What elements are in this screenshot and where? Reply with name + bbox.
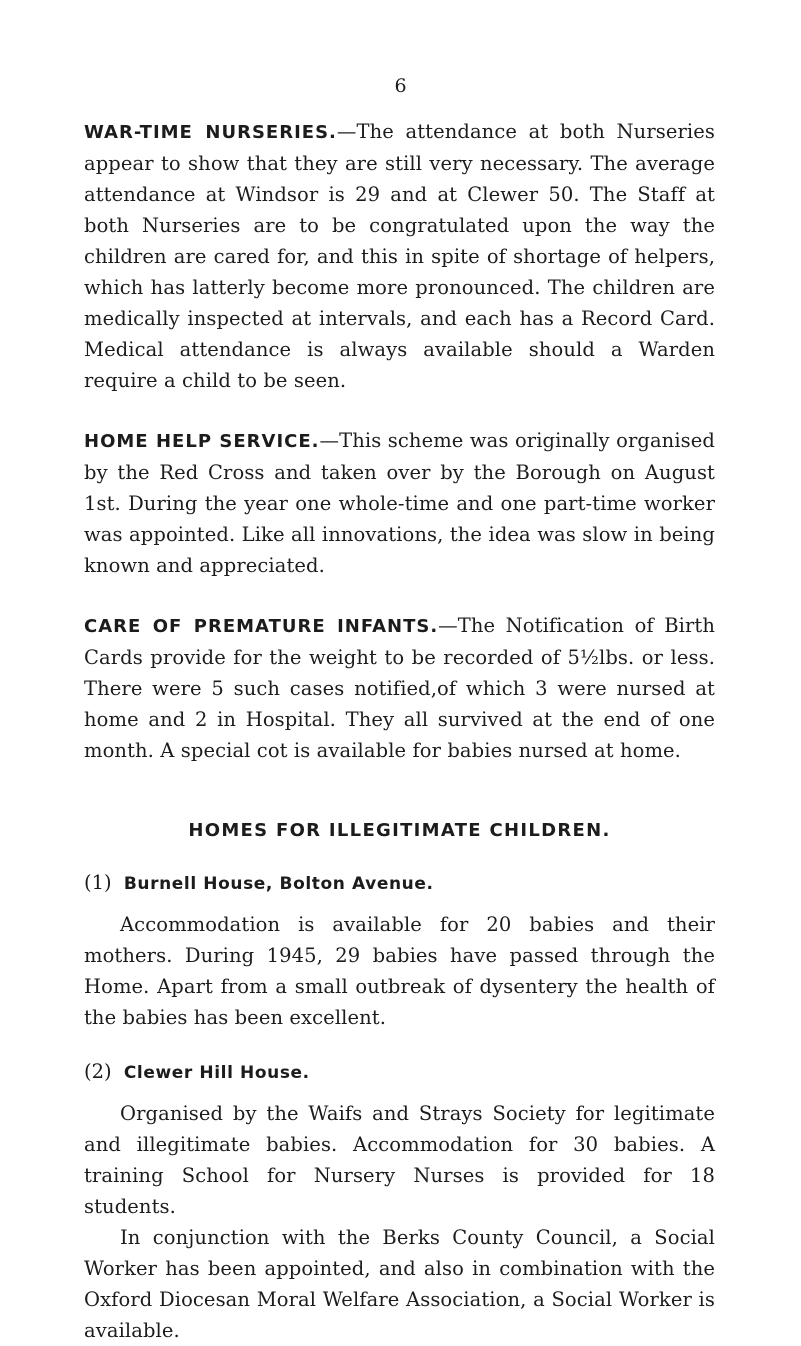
page-number: 6 <box>394 75 407 97</box>
war-time-nurseries-text: —The attendance at both Nurseries appear to show that they are still very necessary. The average attendance at Windsor is 29 and at Clewer 50. The Staff at both Nurseries are to be congratulated upon the way the children are cared for, and this in spite of shortage of helpers, which has latterly become more pronounced. The children are medically inspected at intervals, and each has a Record Card. Medical attendance is always available should a Warden require a child to be seen. <box>84 120 715 392</box>
burnell-house-number: (1) <box>84 871 112 894</box>
document-body <box>84 116 715 1346</box>
home-help-service-paragraph <box>84 425 715 581</box>
premature-infants-text: —The Notification of Birth Cards provide for the weight to be recorded of 5½lbs. or less. There were 5 such cases notified,of which 3 were nursed at home and 2 in Hospital. They all survived at the end of one month. A special cot is available for babies nursed at home. <box>84 614 715 762</box>
social-worker-text: In conjunction with the Berks County Council, a Social Worker has been appointed, and also in combination with the Oxford Diocesan Moral Welfare Association, a Social Worker is available. <box>84 1226 715 1342</box>
war-time-nurseries-paragraph <box>84 116 715 396</box>
war-time-nurseries-heading: WAR-TIME NURSERIES. <box>84 122 337 143</box>
illegitimate-children-heading: HOMES FOR ILLEGITIMATE CHILDREN. <box>188 820 611 841</box>
home-help-service-text: —This scheme was originally organised by the Red Cross and taken over by the Borough on August 1st. During the year one whole-time and one part-time worker was appointed. Like all innovations, the idea was slow in being known and appreciated. <box>84 429 715 577</box>
burnell-house-text: Accommodation is available for 20 babies and their mothers. During 1945, 29 babies have passed through the Home. Apart from a small outbreak of dysentery the health of the babies has been excellent. <box>84 913 715 1029</box>
clewer-hill-house-subheading <box>84 1057 715 1088</box>
home-help-service-heading: HOME HELP SERVICE. <box>84 431 320 452</box>
premature-infants-heading: CARE OF PREMATURE INFANTS. <box>84 616 439 637</box>
burnell-house-subheading <box>84 868 715 899</box>
clewer-hill-house-text: Organised by the Waifs and Strays Society for legitimate and illegitimate babies. Accommodation for 30 babies. A training School for Nursery Nurses is provided for 18 students. <box>84 1102 715 1218</box>
clewer-hill-house-title: Clewer Hill House. <box>123 1063 310 1083</box>
burnell-house-title: Burnell House, Bolton Avenue. <box>123 874 434 894</box>
clewer-hill-house-number: (2) <box>84 1060 112 1083</box>
premature-infants-paragraph <box>84 610 715 766</box>
